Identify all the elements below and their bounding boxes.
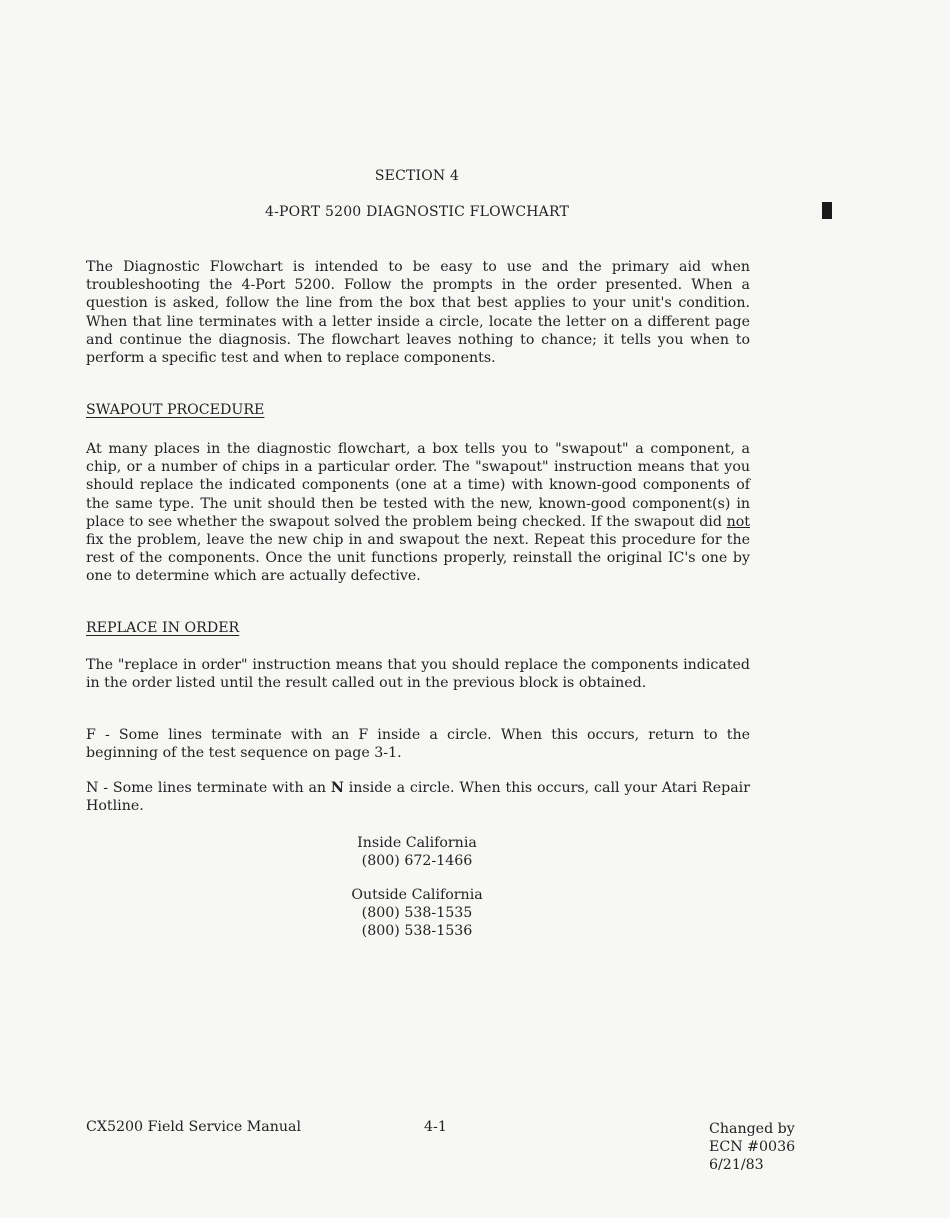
n-note-text-after: inside a circle. When this occurs, call your Atari Repair Hotline. <box>86 780 750 815</box>
footer-change-notice <box>709 1120 795 1174</box>
n-note-paragraph <box>86 779 750 815</box>
f-note-letter: F <box>86 727 96 743</box>
section-heading: SECTION 4 <box>374 168 460 184</box>
n-note-letter: N <box>86 780 99 796</box>
intro-paragraph: The Diagnostic Flowchart is intended to be easy to use and the primary aid when troubleshooting the 4-Port 5200. Follow the prompts in the order presented. When a question is asked, follow the line from the box that best applies to your unit's condition. When that line terminates with a letter inside a circle, locate the letter on a different page and continue the diagnosis. The flowchart leaves nothing to chance; it tells you when to perform a specific test and when to replace components. <box>86 259 750 367</box>
swapout-text-after: fix the problem, leave the new chip in and swapout the next. Repeat this procedure for the rest of the components. Once the unit functions properly, reinstall the original IC's one by one to determine which are actually defective. <box>86 532 750 585</box>
f-note-text: - Some lines terminate with an F inside a circle. When this occurs, return to the beginning of the test sequence on page 3-1. <box>86 727 750 762</box>
changed-by-label: Changed by <box>709 1121 795 1137</box>
swapout-paragraph <box>86 440 750 586</box>
margin-change-bar <box>822 202 832 219</box>
swapout-heading: SWAPOUT PROCEDURE <box>86 402 265 418</box>
footer-page-number: 4-1 <box>424 1119 447 1135</box>
outside-phone-1: (800) 538-1535 <box>361 905 473 922</box>
inside-phone: (800) 672-1466 <box>361 853 473 870</box>
f-note-paragraph <box>86 726 750 762</box>
inside-label: Inside California <box>357 835 477 851</box>
ecn-number: ECN #0036 <box>709 1139 796 1155</box>
n-note-text-before: - Some lines terminate with an <box>98 780 331 796</box>
contact-outside-california <box>0 886 834 941</box>
replace-paragraph: The "replace in order" instruction means that you should replace the components indicated in the order listed until the result called out in the previous block is obtained. <box>86 657 750 692</box>
outside-phone-2: (800) 538-1536 <box>361 923 473 940</box>
change-date: 6/21/83 <box>709 1157 764 1173</box>
page-title: 4-PORT 5200 DIAGNOSTIC FLOWCHART <box>264 204 570 220</box>
swapout-emphasis: not <box>726 513 750 530</box>
n-note-bold-letter: N <box>330 780 344 796</box>
outside-label: Outside California <box>351 887 483 903</box>
swapout-text-before: At many places in the diagnostic flowchart, a box tells you to "swapout" a component, a chip, or a number of chips in a particular order. The "swapout" instruction means that you should replace the indicated components (one at a time) with known-good components of the same type. The unit should then be tested with the new, known-good component(s) in place to see whether the swapout solved the problem being checked. If the swapout did <box>86 441 750 530</box>
replace-heading: REPLACE IN ORDER <box>86 620 240 636</box>
contact-inside-california <box>0 834 834 870</box>
footer-manual-title: CX5200 Field Service Manual <box>86 1119 302 1135</box>
